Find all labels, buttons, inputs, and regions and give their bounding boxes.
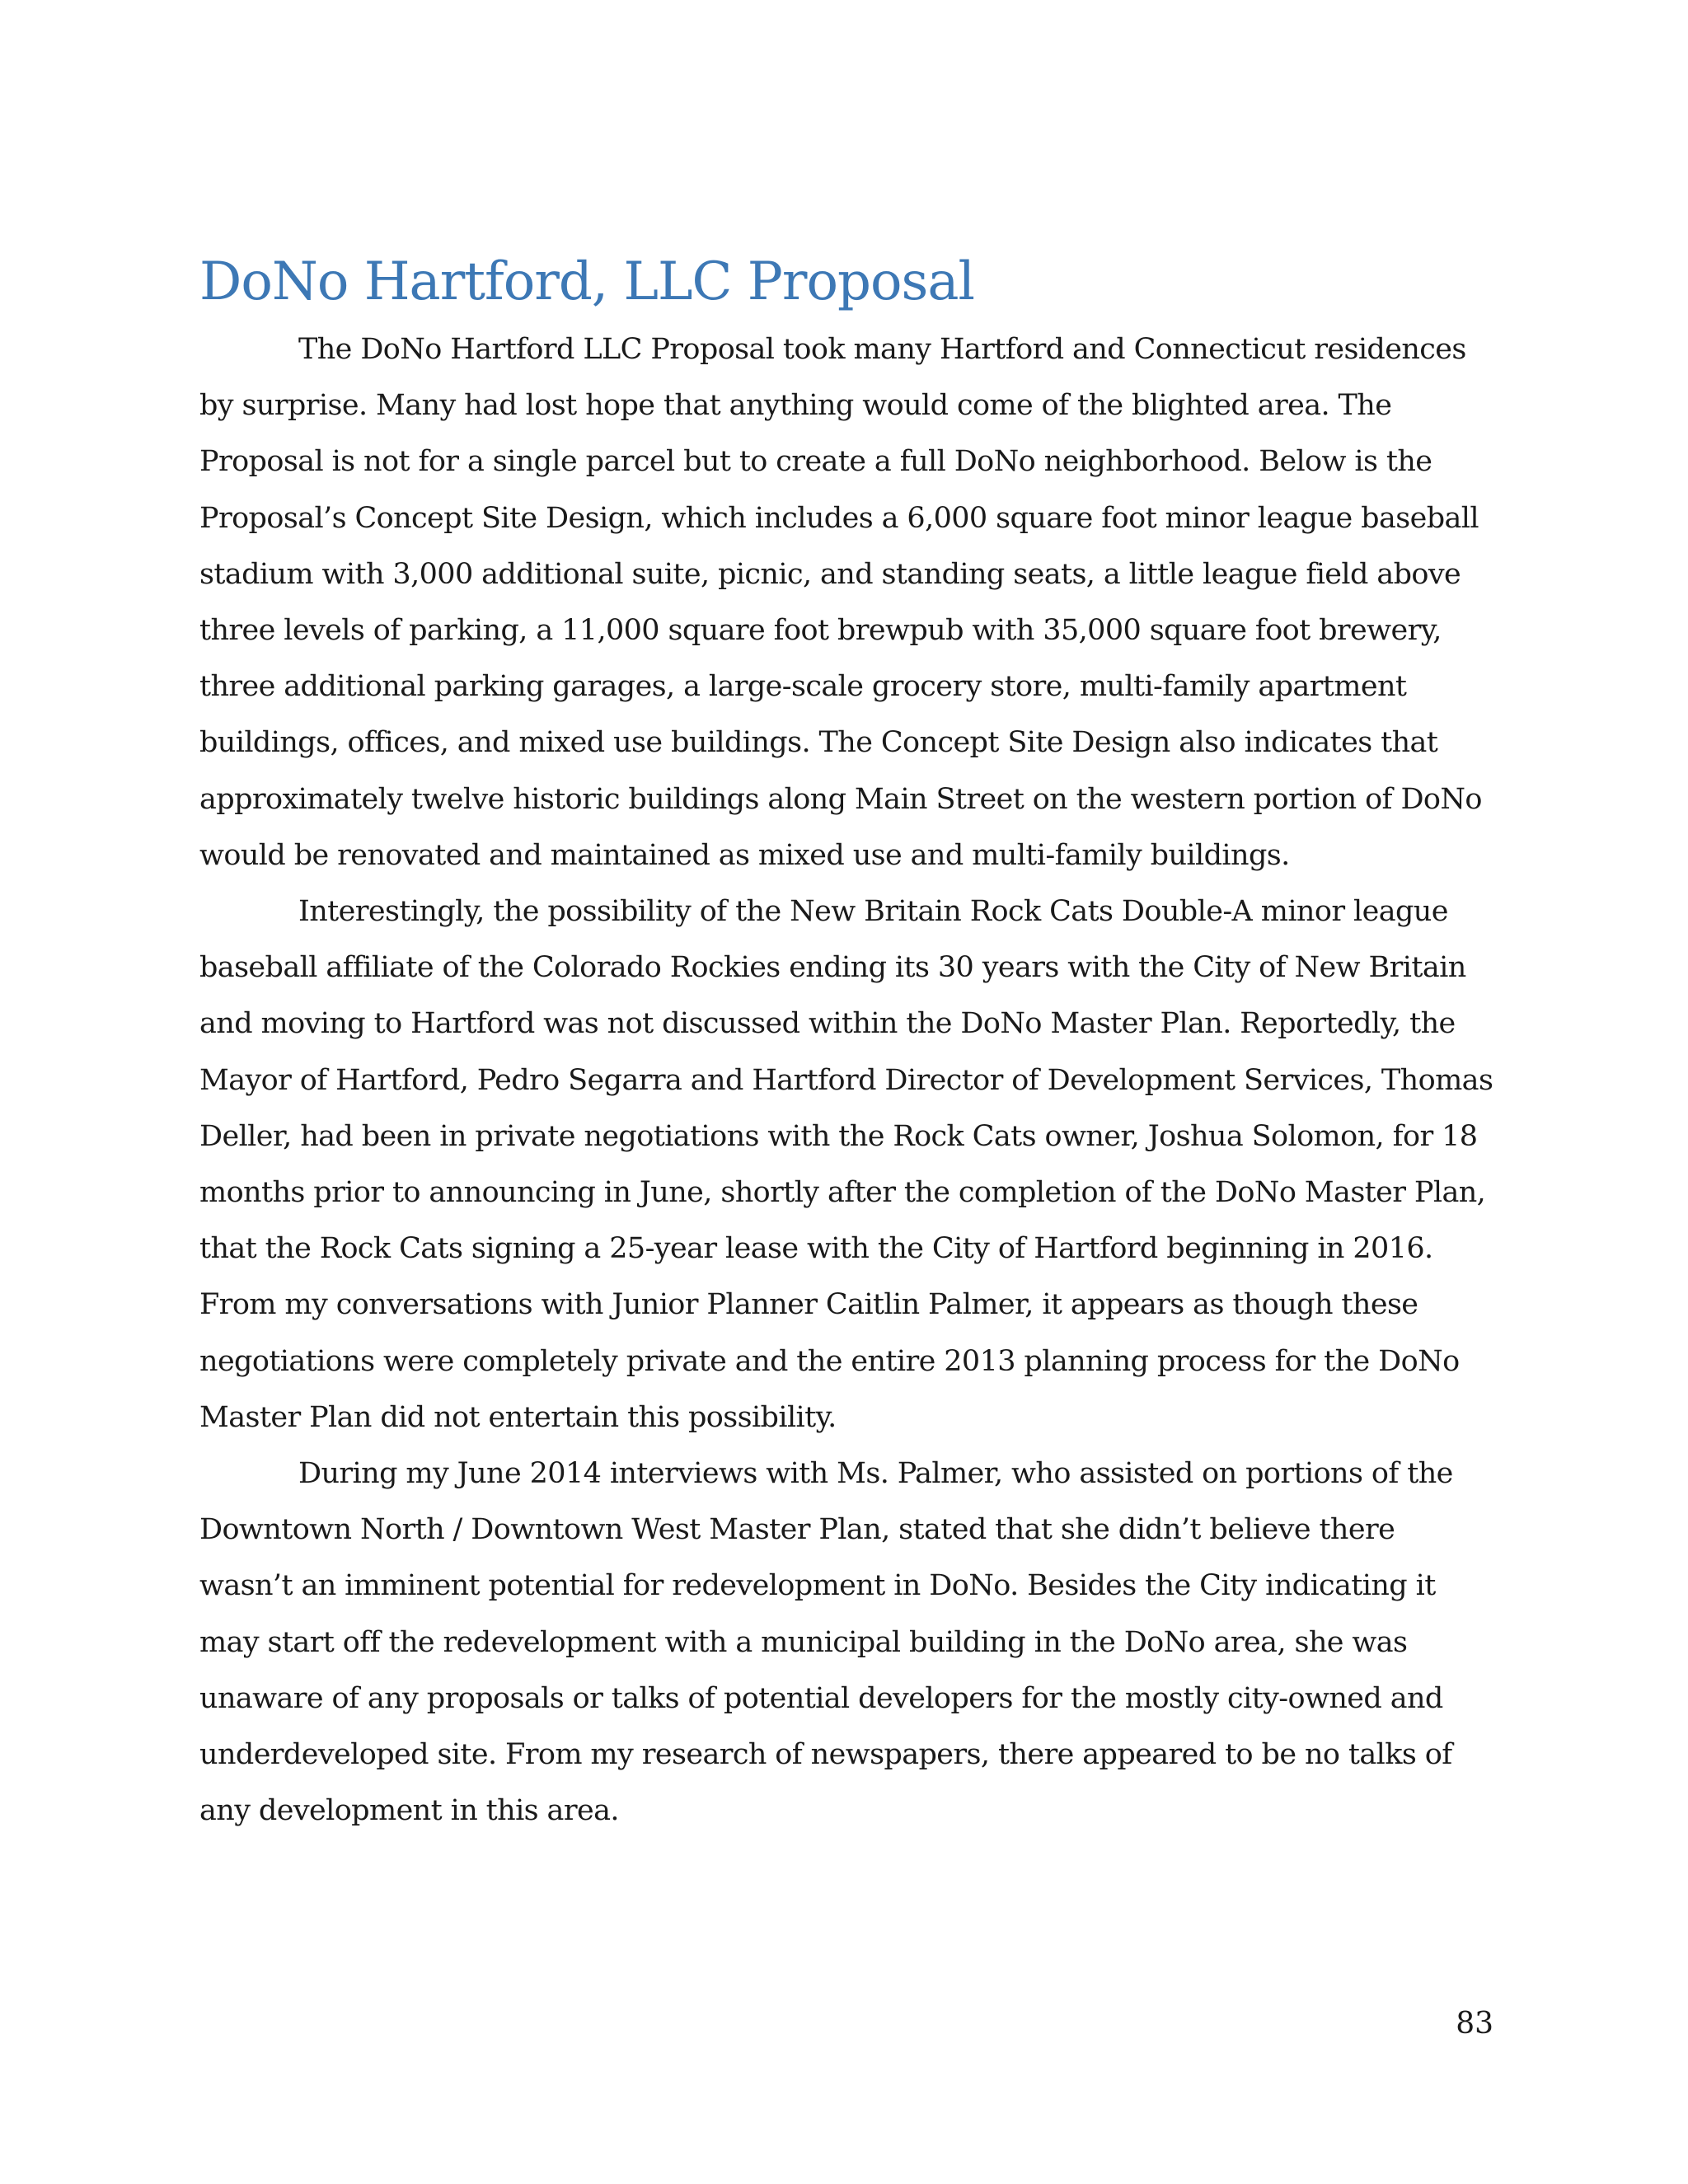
section-heading: DoNo Hartford, LLC Proposal	[199, 251, 974, 312]
page-content	[199, 247, 1493, 1839]
page-number: 83	[1456, 2007, 1493, 2041]
body-paragraph: Interestingly, the possibility of the New Britain Rock Cats Double-A minor league baseball affiliate of the Colorado Rockies ending its 30 years with the City of New Britain and moving to Hartford was not discussed within the DoNo Master Plan. Reportedly, the Mayor of Hartford, Pedro Segarra and Hartford Director of Development Services, Thomas Deller, had been in private negotiations with the Rock Cats owner, Joshua Solomon, for 18 months prior to announcing in June, shortly after the completion of the DoNo Master Plan, that the Rock Cats signing a 25-year lease with the City of Hartford beginning in 2016. From my conversations with Junior Planner Caitlin Palmer, it appears as though these negotiations were completely private and the entire 2013 planning process for the DoNo Master Plan did not entertain this possibility.	[199, 895, 1493, 1434]
body-paragraph: The DoNo Hartford LLC Proposal took many Hartford and Connecticut residences by surprise. Many had lost hope that anything would come of the blighted area. The Proposal is not for a single parcel but to create a full DoNo neighborhood. Below is the Proposal’s Concept Site Design, which includes a 6,000 square foot minor league baseball stadium with 3,000 additional suite, picnic, and standing seats, a little league field above three levels of parking, a 11,000 square foot brewpub with 35,000 square foot brewery, three additional parking garages, a large-scale grocery store, multi-family apartment buildings, offices, and mixed use buildings. The Concept Site Design also indicates that approximately twelve historic buildings along Main Street on the western portion of DoNo would be renovated and maintained as mixed use and multi-family buildings.	[199, 333, 1482, 872]
body-paragraph: During my June 2014 interviews with Ms. Palmer, who assisted on portions of the Downtown North / Downtown West Master Plan, stated that she didn’t believe there wasn’t an imminent potential for redevelopment in DoNo. Besides the City indicating it may start off the redevelopment with a municipal building in the DoNo area, she was unaware of any proposals or talks of potential developers for the mostly city-owned and underdeveloped site. From my research of newspapers, there appeared to be no talks of any development in this area.	[199, 1457, 1453, 1828]
